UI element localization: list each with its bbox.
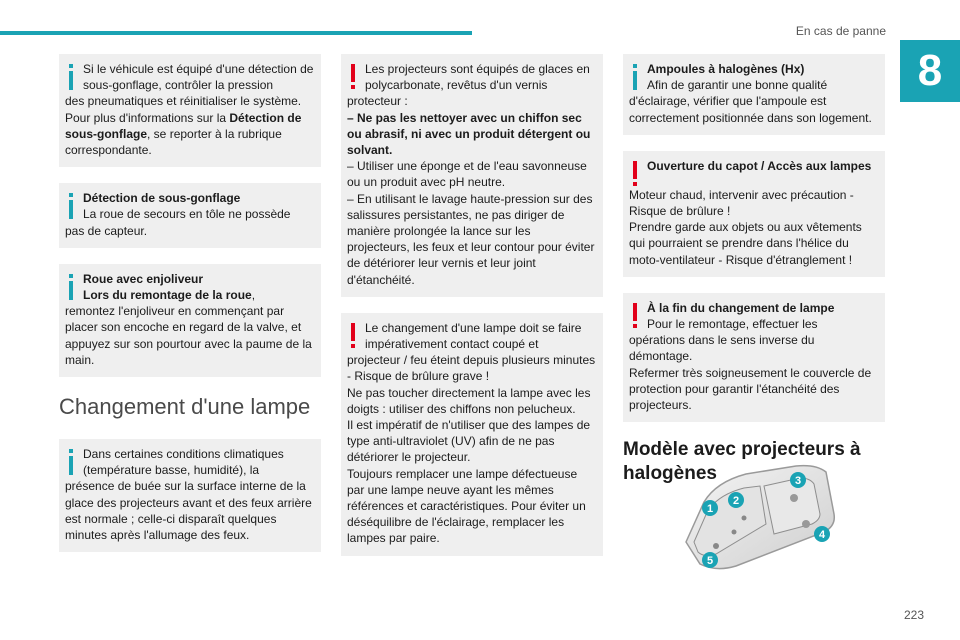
info-icon (633, 64, 637, 90)
info-box-spare-wheel: Détection de sous-gonflage La roue de secours en tôle ne possède pas de capteur. (59, 183, 321, 248)
info-icon (69, 193, 73, 219)
section-title: En cas de panne (795, 24, 886, 38)
svg-text:4: 4 (818, 529, 826, 541)
info-box-tpms: Si le véhicule est équipé d'une détection de sous-gonflage, contrôler la pression des pneumatiques et réinitialiser le système. Pour plus d'informations sur la Détection de sous-gonflage, se reporter à la rubrique correspondante. (59, 54, 321, 167)
warning-box-end-change: À la fin du changement de lampe Pour le remontage, effectuer les opérations dans le sens inverse du démontage. Refermer très soigneusement le couvercle de protection pour garantir l'étanchéité des projecteurs. (623, 293, 885, 422)
column-1 (59, 54, 321, 568)
callout-5 (702, 552, 718, 568)
info-icon (69, 449, 73, 475)
callout-3 (790, 472, 806, 488)
info-icon (69, 64, 73, 90)
info-box-condensation: Dans certaines conditions climatiques (température basse, humidité), la présence de buée sur la surface interne de la glace des projecteurs avant et des feux arrière est normale ; celle-ci disparaît quelques minutes après l'allumage des feux. (59, 439, 321, 552)
bulb-socket-1 (742, 516, 747, 521)
bulb-socket-4 (802, 520, 810, 528)
info-box-wheel-trim: Roue avec enjoliveur Lors du remontage de la roue, remontez l'enjoliveur en commençant par placer son encoche en regard de la valve, et appuyez sur son pourtour avec la paume de la main. (59, 264, 321, 377)
callout-4 (814, 526, 830, 542)
heading-lamp-change: Changement d'une lampe (59, 394, 311, 420)
headlamp-diagram (676, 462, 846, 574)
svg-text:3: 3 (794, 475, 802, 487)
heading-halogen-model: Modèle avec projecteurs à halogènes (623, 439, 861, 485)
warning-box-polycarbonate: Les projecteurs sont équipés de glaces en polycarbonate, revêtus d'un vernis protecteur : – Ne pas les nettoyer avec un chiffon sec ou abrasif, ni avec un produit détergent ou solvant. – Utiliser une éponge et de l'eau savonneuse ou un produit avec pH neutre. – En utilisant le lavage haute-pression sur des salissures persistantes, ne pas diriger de manière prolongée la lance sur les projecteurs, les feux et leur contour pour éviter de détériorer leur vernis et leur joint d'étanchéité. (341, 54, 603, 297)
callout-2 (728, 492, 744, 508)
header-accent-bar (0, 31, 472, 35)
warning-icon (351, 323, 355, 349)
info-icon (69, 274, 73, 300)
warning-box-lamp-change: Le changement d'une lampe doit se faire impérativement contact coupé et projecteur / feu éteint depuis plusieurs minutes - Risque de brûlure grave ! Ne pas toucher directement la lampe avec les doigts : utiliser des chiffons non pelucheux. Il est impératif de n'utiliser que des lampes de type anti-ultraviolet (UV) afin de ne pas détériorer le projecteur. Toujours remplacer une lampe défectueuse par une lampe neuve ayant les mêmes références et caractéristiques. Pour éviter un déséquilibre de l'éclairage, remplacer les lampes par paire. (341, 313, 603, 556)
bulb-socket-5 (713, 543, 719, 549)
column-2 (341, 54, 603, 572)
callout-1 (702, 500, 718, 516)
svg-text:2: 2 (732, 495, 740, 507)
page-number: 223 (903, 608, 924, 622)
warning-box-bonnet: Ouverture du capot / Accès aux lampes Moteur chaud, intervenir avec précaution - Risque de brûlure ! Prendre garde aux objets ou aux vêtements qui pourraient se prendre dans l'hélice du moto-ventilateur - Risque d'étranglement ! (623, 151, 885, 277)
svg-text:5: 5 (706, 555, 714, 567)
warning-icon (633, 303, 637, 329)
bulb-socket-3 (790, 494, 798, 502)
warning-icon (351, 64, 355, 90)
svg-text:1: 1 (706, 503, 714, 515)
bulb-socket-2 (732, 530, 737, 535)
info-box-halogen: Ampoules à halogènes (Hx) Afin de garantir une bonne qualité d'éclairage, vérifier que l'ampoule est correctement positionnée dans son logement. (623, 54, 885, 135)
warning-icon (633, 161, 637, 187)
chapter-tab: 8 (900, 40, 960, 102)
column-3 (623, 54, 885, 486)
